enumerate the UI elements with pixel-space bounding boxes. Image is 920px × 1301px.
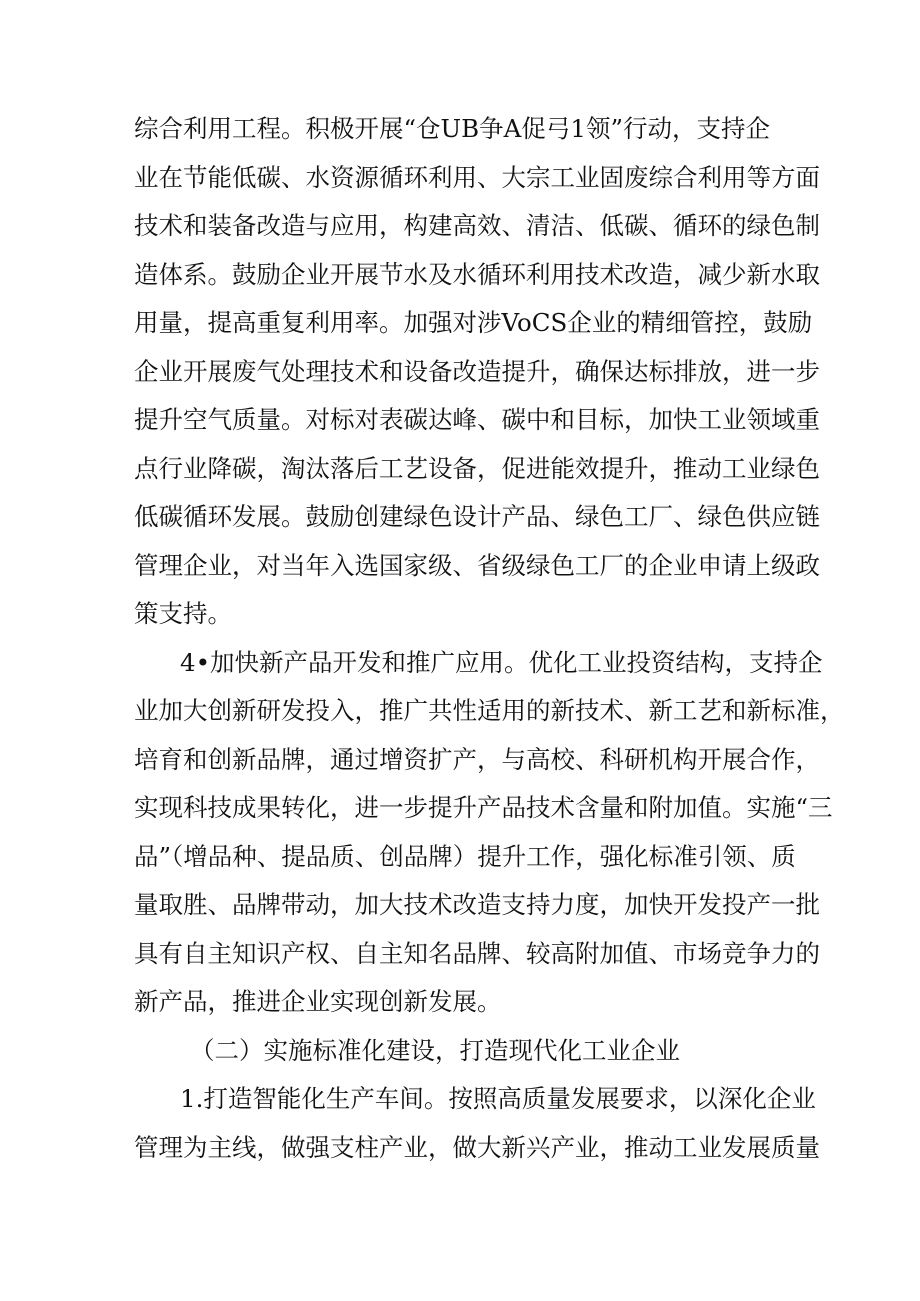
section-heading-new-products: 4•加快新产品开发和推广应用。优化工业投资结构，支持企 <box>180 648 823 677</box>
text-line: 低碳循环发展。鼓励创建绿色设计产品、绿色工厂、绿色供应链 <box>134 502 820 531</box>
text-line: 用量，提高重复利用率。加强对涉VoCS企业的精细管控，鼓励 <box>134 308 813 337</box>
text-line: 具有自主知识产权、自主知名品牌、较高附加值、市场竞争力的 <box>134 939 820 968</box>
text-line: 提升空气质量。对标对表碳达峰、碳中和目标，加快工业领域重 <box>134 405 820 434</box>
text-line: 培育和创新品牌，通过增资扩产，与高校、科研机构开展合作， <box>134 745 820 774</box>
text-line: 技术和装备改造与应用，构建高效、清洁、低碳、循环的绿色制 <box>134 211 820 240</box>
text-line: 品”（增品种、提品质、创品牌）提升工作，强化标准引领、质 <box>134 842 796 871</box>
text-line: 业加大创新研发投入，推广共性适用的新技术、新工艺和新标准， <box>134 696 845 725</box>
text-line: 造体系。鼓励企业开展节水及水循环利用技术改造，减少新水取 <box>134 260 820 289</box>
text-line: 管理企业，对当年入选国家级、省级绿色工厂的企业申请上级政 <box>134 551 820 580</box>
text-line: 企业开展废气处理技术和设备改造提升，确保达标排放，进一步 <box>134 357 820 386</box>
text-line: 量取胜、品牌带动，加大技术改造支持力度，加快开发投产一批 <box>134 890 820 919</box>
section-heading-standardization: （二）实施标准化建设，打造现代化工业企业 <box>190 1036 680 1065</box>
text-line: 点行业降碳，淘汰落后工艺设备，促进能效提升，推动工业绿色 <box>134 454 820 483</box>
text-line: 业在节能低碳、水资源循环利用、大宗工业固废综合利用等方面 <box>134 163 820 192</box>
text-line: 新产品，推进企业实现创新发展。 <box>134 987 502 1016</box>
text-line: 策支持。 <box>134 599 232 628</box>
subsection-heading-smart-workshop: 1.打造智能化生产车间。按照高质量发展要求，以深化企业 <box>180 1084 816 1113</box>
text-line: 综合利用工程。积极开展“仓UB争A促弓1领”行动，支持企 <box>134 114 770 143</box>
text-line: 实现科技成果转化，进一步提升产品技术含量和附加值。实施“三 <box>134 793 833 822</box>
text-line: 管理为主线，做强支柱产业，做大新兴产业，推动工业发展质量 <box>134 1133 820 1162</box>
